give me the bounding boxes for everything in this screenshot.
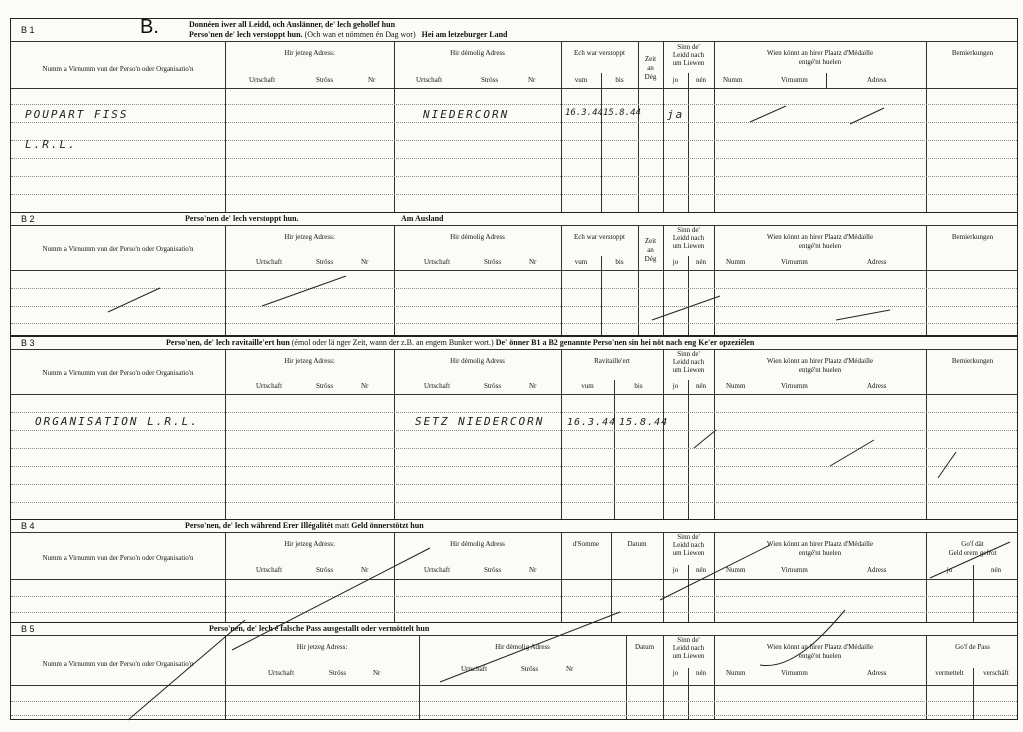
header-zeit: Zeit [644, 237, 657, 245]
header-datum: Datum [627, 540, 647, 548]
header-jo: jo [672, 566, 679, 574]
entry-bis: 15.8.44 [603, 108, 641, 118]
section-code: B 5 [21, 624, 35, 634]
header-jo: jo [672, 76, 679, 84]
header-vum: vum [581, 382, 594, 390]
header-virnumm: Virnumm [781, 566, 808, 574]
header-stross: Ströss [329, 669, 347, 677]
header-jetzeg: Hir jetzeg Adress: [284, 540, 335, 548]
header-bemierkungen: Bemierkungen [951, 49, 994, 57]
header-sinn: Sinn de' [677, 226, 700, 234]
title-note: (Och wan et nömmen én Dag wor) [304, 30, 416, 39]
header-numm: Numm a Virnumm vun der Perso'n oder Organisatio'n [42, 554, 194, 562]
header-demolig: Hir démolig Adress [450, 540, 505, 548]
header-jo: jo [946, 566, 953, 574]
header-nr: Nr [566, 665, 574, 673]
section-title [185, 521, 424, 530]
header-virnumm: Virnumm [781, 258, 808, 266]
header-vermettelt: vermettelt [935, 669, 964, 677]
header-an: an [647, 246, 654, 254]
header-deg: Dég [644, 255, 657, 263]
header-wien: entgé'nt huelen [798, 549, 842, 557]
title-end: De' önner B1 a B2 genannte Perso'nen sin hei nöt nach eng Ke'er opzeziélen [495, 338, 755, 347]
header-sinn: Sinn de' [677, 533, 700, 541]
header-numm-short: Numm [723, 76, 743, 84]
header-jetzeg: Hir jetzeg Adress: [284, 49, 335, 57]
header-sinn: um Liewen [672, 59, 705, 67]
header-sinn: Sinn de' [677, 636, 700, 644]
section-b4 [10, 519, 1018, 623]
section-code: B 3 [21, 338, 35, 348]
header-nr: Nr [529, 566, 537, 574]
header-ravitailleert: Ravitaille'ert [594, 357, 630, 365]
header-adress: Adress [867, 669, 887, 677]
entry-name: ORGANISATION L.R.L. [35, 415, 199, 428]
header-stross: Ströss [521, 665, 539, 673]
header-wien: Wien könnt an hirer Plaatz d'Médaille [766, 357, 874, 365]
entry-demolig: SETZ NIEDERCORN [415, 415, 545, 428]
header-wien: Wien könnt an hirer Plaatz d'Médaille [766, 643, 874, 651]
title-end: Geld önnerstötzt hun [351, 521, 424, 530]
header-stross: Ströss [484, 258, 502, 266]
header-demolig: Hir démolig Adress [450, 233, 505, 241]
header-gof: Geld erem gefrot [948, 549, 997, 557]
header-stross: Ströss [484, 566, 502, 574]
section-b1 [10, 18, 1018, 213]
header-bis: bis [615, 76, 624, 84]
header-stross: Ströss [316, 76, 334, 84]
header-adress: Adress [867, 76, 887, 84]
header-sinn: Sinn de' [677, 350, 700, 358]
section-b3 [10, 336, 1018, 520]
header-bis: bis [615, 258, 624, 266]
header-stross: Ströss [481, 76, 499, 84]
header-stross: Ströss [484, 382, 502, 390]
header-nen: nén [695, 669, 707, 677]
header-numm-short: Numm [726, 258, 746, 266]
header-deg: Dég [644, 73, 657, 81]
entry-bis: 15.8.44 [619, 417, 669, 428]
section-code: B 2 [21, 214, 35, 224]
header-urtschaft: Urtschaft [424, 382, 451, 390]
header-jo: jo [672, 382, 679, 390]
header-bemierkungen: Bemierkungen [951, 357, 994, 365]
header-wien: Wien könnt an hirer Plaatz d'Médaille [766, 540, 874, 548]
header-urtschaft: Urtschaft [416, 76, 443, 84]
header-demolig: Hir démolig Adress [495, 643, 550, 651]
header-bis: bis [634, 382, 643, 390]
header-vum: vum [574, 258, 588, 266]
header-numm-short: Numm [726, 566, 746, 574]
section-title: Perso'nen de' lech verstoppt hun. [185, 214, 299, 223]
header-urtschaft: Urtschaft [256, 258, 283, 266]
title-note: matt [334, 521, 350, 530]
header-nr: Nr [361, 258, 369, 266]
title-bold: Perso'nen de' lech verstoppt hun. [189, 30, 303, 39]
header-nr: Nr [528, 76, 536, 84]
header-sinn: um Liewen [672, 652, 705, 660]
header-urtschaft: Urtschaft [256, 382, 283, 390]
header-adress: Adress [867, 258, 887, 266]
form-letter: B. [140, 16, 159, 38]
header-vum: vum [574, 76, 588, 84]
header-sinn: Leidd nach [672, 51, 705, 59]
header-wien: entgé'nt huelen [798, 366, 842, 374]
section-title [166, 338, 754, 347]
header-jetzeg: Hir jetzeg Adress: [296, 643, 348, 651]
header-nen: nén [990, 566, 1002, 574]
header-sinn: Leidd nach [672, 358, 705, 366]
header-demolig: Hir démolig Adress [450, 49, 505, 57]
header-gof: Go'f dät [961, 540, 984, 548]
header-sinn: Sinn de' [677, 43, 700, 51]
entry-name: L.R.L. [25, 138, 77, 151]
header-numm: Numm a Virnumm vun der Perso'n oder Organisatio'n [42, 369, 194, 377]
section-code: B 4 [21, 521, 35, 531]
header-adress: Adress [867, 566, 887, 574]
header-nr: Nr [529, 258, 537, 266]
header-nen: nén [695, 566, 707, 574]
header-urtschaft: Urtschaft [424, 566, 451, 574]
header-numm: Numm a Virnumm vun der Perso'n oder Organisatio'n [42, 65, 194, 73]
header-sinn: um Liewen [672, 242, 705, 250]
entry-jo: ja [667, 108, 685, 121]
header-virnumm: Virnumm [781, 382, 808, 390]
header-nen: nén [695, 258, 707, 266]
header-sinn: Leidd nach [672, 644, 705, 652]
header-an: an [647, 64, 654, 72]
title-bold: Perso'nen, de' lech ravitaille'ert hun [166, 338, 290, 347]
header-urtschaft: Urtschaft [249, 76, 276, 84]
header-nr: Nr [373, 669, 381, 677]
header-jo: jo [672, 258, 679, 266]
header-nen: nén [695, 382, 707, 390]
header-somme: d'Somme [572, 540, 600, 548]
header-wien: Wien könnt an hirer Plaatz d'Médaille [766, 49, 874, 57]
header-numm: Numm a Virnumm vun der Perso'n oder Organisatio'n [42, 245, 194, 253]
section-title-end: Am Ausland [401, 214, 444, 223]
header-adress: Adress [867, 382, 887, 390]
header-jetzeg: Hir jetzeg Adress: [284, 233, 335, 241]
header-sinn: um Liewen [672, 549, 705, 557]
header-stross: Ströss [316, 382, 334, 390]
entry-name: POUPART FISS [25, 108, 129, 121]
header-numm: Numm a Virnumm vun der Perso'n oder Organisatio'n [42, 660, 194, 668]
header-zeit: Zeit [644, 55, 657, 63]
header-numm-short: Numm [726, 669, 746, 677]
entry-vum: 16.3.44 [565, 108, 603, 118]
header-nr: Nr [368, 76, 376, 84]
header-verstoppt: Ech war verstoppt [574, 49, 625, 57]
header-bemierkungen: Bemierkungen [951, 233, 994, 241]
header-stross: Ströss [316, 566, 334, 574]
section-code: B 1 [21, 25, 35, 35]
header-urtschaft: Urtschaft [268, 669, 295, 677]
header-urtschaft: Urtschaft [256, 566, 283, 574]
section-title-line2 [189, 30, 507, 39]
header-nr: Nr [529, 382, 537, 390]
header-nr: Nr [361, 566, 369, 574]
header-wien: entgé'nt huelen [798, 652, 842, 660]
header-demolig: Hir démolig Adress [450, 357, 505, 365]
header-virnumm: Virnumm [781, 669, 808, 677]
section-title: Donnéen iwer all Leidd, och Auslänner, de' lech gehollef hun [189, 20, 396, 29]
header-nen: nén [695, 76, 707, 84]
header-stross: Ströss [316, 258, 334, 266]
header-verschaft: verschäft [983, 669, 1009, 677]
entry-vum: 16.3.44 [567, 417, 617, 428]
header-gof-pass: Go'f de Pass [955, 643, 990, 651]
header-sinn: Leidd nach [672, 541, 705, 549]
header-sinn: um Liewen [672, 366, 705, 374]
header-virnumm: Virnumm [781, 76, 808, 84]
header-jetzeg: Hir jetzeg Adress: [284, 357, 335, 365]
title-bold: Perso'nen, de' lech während Erer Illégalitét [185, 521, 333, 530]
entry-demolig: NIEDERCORN [423, 108, 510, 121]
section-b2 [10, 212, 1018, 336]
header-urtschaft: Urtschaft [424, 258, 451, 266]
header-wien: entgé'nt huelen [798, 242, 842, 250]
header-sinn: Leidd nach [672, 234, 705, 242]
header-wien: Wien könnt an hirer Plaatz d'Médaille [766, 233, 874, 241]
header-verstoppt: Ech war verstoppt [574, 233, 625, 241]
header-jo: jo [672, 669, 679, 677]
section-title: Perso'nen, de' lech é falsche Pass ausgestallt oder vermöttelt hun [209, 624, 430, 633]
header-nr: Nr [361, 382, 369, 390]
section-b5 [10, 622, 1018, 720]
header-urtschaft: Urtschaft [461, 665, 488, 673]
header-datum: Datum [634, 643, 655, 651]
title-note: (émol oder lä nger Zeit, wann der z.B. an engem Bunker wort.) [291, 338, 494, 347]
header-wien: entgé'nt huelen [798, 58, 842, 66]
title-end: Hei am letzeburger Land [421, 30, 508, 39]
header-numm-short: Numm [726, 382, 746, 390]
